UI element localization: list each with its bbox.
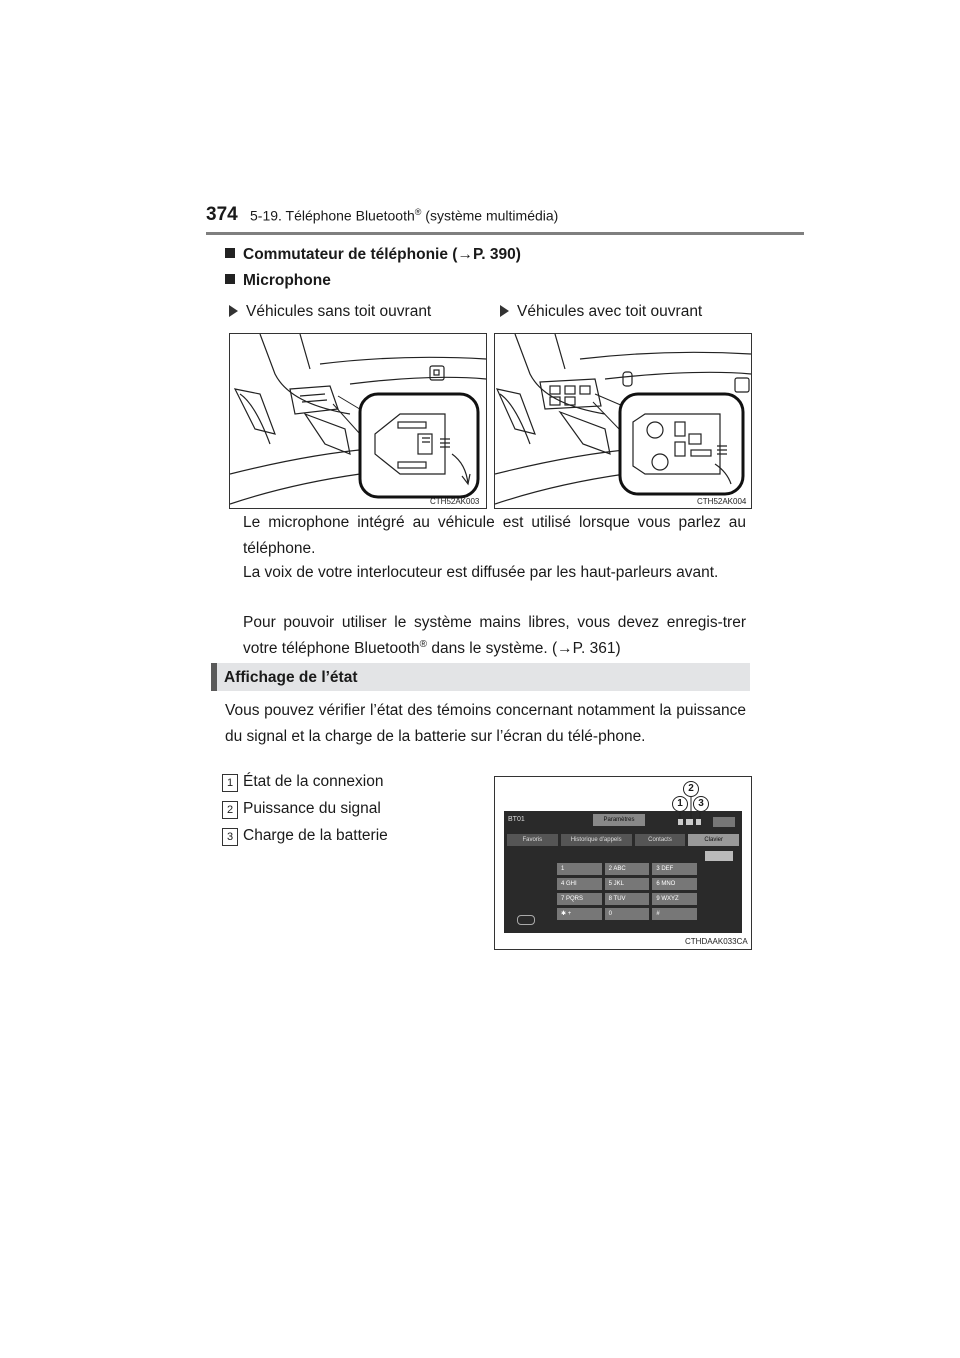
key-3: 3 DEF <box>652 863 697 875</box>
overhead-console-illustration <box>230 334 486 508</box>
section-microphone <box>225 272 331 290</box>
running-header <box>250 207 558 224</box>
paragraph-status-intro: Vous pouvez vérifier l’état des témoins concernant notamment la puissance du signal et la charge de la batterie sur l’écran du télé-phone. <box>225 702 746 745</box>
triangle-bullet-icon <box>500 305 509 317</box>
section-microphone-title: Microphone <box>243 272 331 289</box>
page-reference: P. 361) <box>572 640 621 657</box>
paragraph-text: Pour pouvoir utiliser le système mains libres, vous devez enregis-trer votre téléphone Bluetooth <box>243 614 746 657</box>
item-connection-status: État de la connexion <box>243 773 384 790</box>
figure-code: CTH52AK003 <box>430 497 480 506</box>
paragraph-registration <box>243 610 746 662</box>
item-number-1: 1 <box>222 774 238 792</box>
square-bullet-icon <box>225 248 235 258</box>
triangle-bullet-icon <box>229 305 238 317</box>
settings-button: Paramètres <box>593 814 645 826</box>
running-header-text: 5-19. Téléphone Bluetooth <box>250 207 415 224</box>
section-switch-title: Commutateur de téléphonie ( <box>243 246 458 263</box>
header-rule <box>206 232 804 235</box>
variant-without-roof <box>229 303 431 321</box>
key-star: ✱ + <box>557 908 602 920</box>
registered-mark: ® <box>419 638 428 650</box>
item-signal-strength: Puissance du signal <box>243 800 381 817</box>
registered-mark: ® <box>414 207 422 217</box>
key-4: 4 GHI <box>557 878 602 890</box>
handset-icon <box>517 915 535 925</box>
device-name: BT01 <box>508 816 525 823</box>
key-hash: # <box>652 908 697 920</box>
callout-1: 1 <box>672 796 688 812</box>
variant-with-roof <box>500 303 702 321</box>
tab-contacts: Contacts <box>635 834 686 846</box>
item-number-3: 3 <box>222 828 238 846</box>
paragraph-speakers: La voix de votre interlocuteur est diffusée par les haut-parleurs avant. <box>243 564 719 581</box>
overhead-console-illustration <box>495 334 751 508</box>
figure-microphone-no-roof <box>229 333 487 509</box>
key-2: 2 ABC <box>605 863 650 875</box>
figure-code: CTHDAAK033CA <box>685 937 748 946</box>
key-9: 9 WXYZ <box>652 893 697 905</box>
page-number: 374 <box>206 204 238 225</box>
key-0: 0 <box>605 908 650 920</box>
callout-2: 2 <box>683 781 699 797</box>
page-reference: P. 390) <box>472 246 521 263</box>
key-1: 1 <box>557 863 602 875</box>
key-7: 7 PQRS <box>557 893 602 905</box>
key-6: 6 MNO <box>652 878 697 890</box>
running-header-suffix: (système multimédia) <box>421 207 559 224</box>
tab-favorites: Favoris <box>507 834 558 846</box>
figure-phone-screen <box>494 776 752 950</box>
key-5: 5 JKL <box>605 878 650 890</box>
callout-3: 3 <box>693 796 709 812</box>
paragraph-microphone-usage: Le microphone intégré au véhicule est utilisé lorsque vous parlez au téléphone. <box>243 514 746 557</box>
figure-microphone-with-roof <box>494 333 752 509</box>
variant-label: Véhicules avec toit ouvrant <box>517 303 703 320</box>
arrow-icon: → <box>457 246 473 263</box>
tab-history: Historique d'appels <box>561 834 632 846</box>
callout-leaders <box>495 777 751 837</box>
status-section-title: Affichage de l’état <box>224 669 358 686</box>
tab-keypad: Clavier <box>688 834 739 846</box>
dial-keypad <box>557 863 697 920</box>
item-battery-charge: Charge de la batterie <box>243 827 388 844</box>
square-bullet-icon <box>225 274 235 284</box>
delete-button <box>705 851 733 861</box>
item-number-2: 2 <box>222 801 238 819</box>
banner-accent-bar <box>211 663 217 691</box>
figure-code: CTH52AK004 <box>697 497 747 506</box>
arrow-icon: → <box>557 640 573 657</box>
key-8: 8 TUV <box>605 893 650 905</box>
variant-label: Véhicules sans toit ouvrant <box>246 303 432 320</box>
paragraph-text: dans le système. ( <box>427 640 558 657</box>
section-switch <box>225 246 521 264</box>
